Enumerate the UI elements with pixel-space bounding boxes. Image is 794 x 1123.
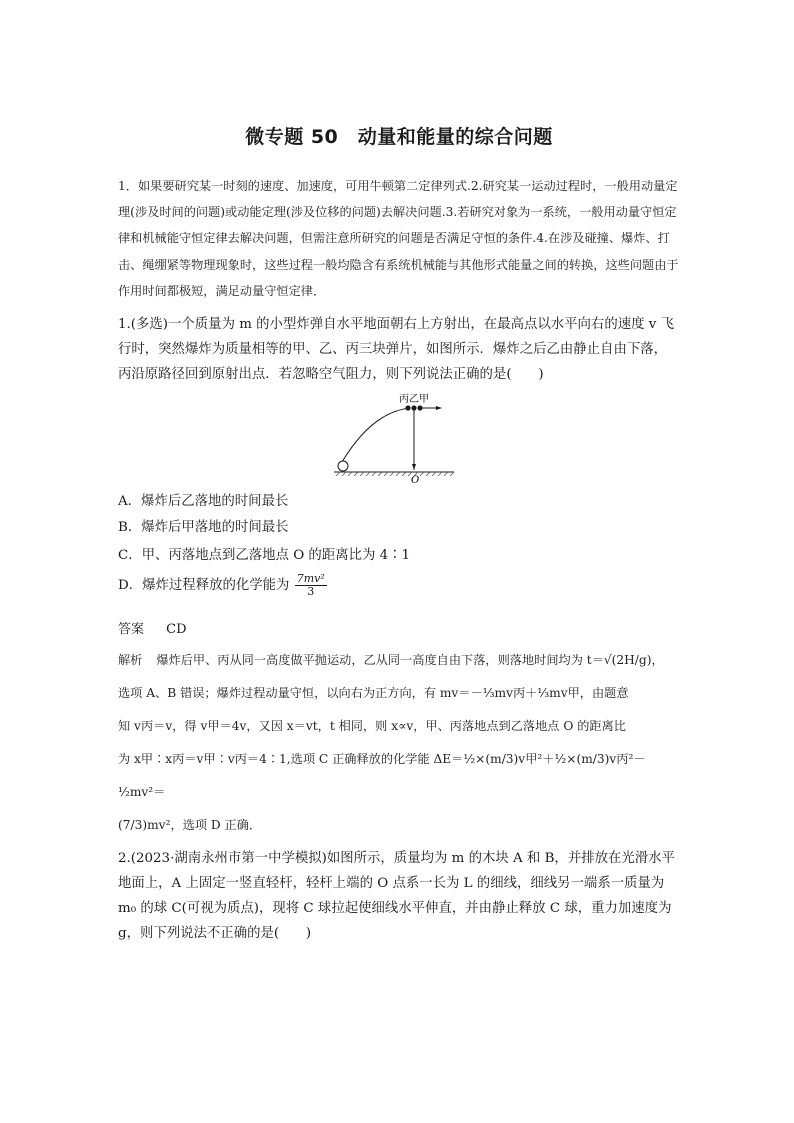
- answer-label: 答案: [118, 622, 145, 637]
- fragment-labels: 丙乙甲: [399, 394, 429, 405]
- origin-label: O: [411, 475, 420, 485]
- velocity-arrow: [436, 406, 442, 410]
- summary-paragraph: 1．如果要研究某一时刻的速度、加速度，可用牛顿第二定律列式.2.研究某一运动过程时，一般用动量定理(涉及时间的问题)或动能定理(涉及位移的问题)去解决问题.3.若研究对象为一系统，一般用动量守恒定律和机械能守恒定律去解决问题，但需注意所研究的问题是否满足守恒的条件.4.在涉及碰撞、爆炸、打击、绳绷紧等物理现象时，这些过程一般均隐含有系统机械能与其他形式能量之间的转换，这些问题由于作用时间都极短，满足动量守恒定律．: [118, 179, 679, 298]
- question-2-stem: 2.(2023·湖南永州市第一中学模拟)如图所示，质量均为 m 的木块 A 和 B，并排放在光滑水平地面上，A 上固定一竖直轻杆，轻杆上端的 O 点系一长为 L 的细线，细线另一端系一质量为 m₀ 的球 C(可视为质点)，现将 C 球拉起使细线水平伸直，并由静止释放 C 球，重力加速度为 g，则下列说法不正确的是( ): [118, 851, 675, 941]
- page-title: 微专题 50 动量和能量的综合问题: [245, 126, 553, 148]
- analysis-label: 解析: [118, 653, 143, 667]
- fraction-numerator: 7mv²: [296, 572, 325, 585]
- option-a: A．爆炸后乙落地的时间最长: [118, 494, 289, 509]
- option-b: B．爆炸后甲落地的时间最长: [118, 520, 289, 535]
- option-d-text: D．爆炸过程释放的化学能为: [118, 578, 290, 593]
- launch-ball: [338, 461, 348, 471]
- fraction-denominator: 3: [307, 585, 315, 598]
- ground-hatch: [336, 472, 454, 476]
- analysis-line-5: (7/3)mv²，选项 D 正确．: [118, 818, 262, 832]
- analysis-block: [118, 644, 680, 842]
- question-1-figure: [332, 390, 456, 485]
- trajectory-curve: [342, 408, 410, 462]
- analysis-line-2: 选项 A、B 错误；爆炸过程动量守恒，以向右为正方向，有 mv＝－⅓mv丙＋⅓mv甲，由题意: [118, 686, 629, 700]
- fragment-bing: [405, 405, 410, 410]
- answer-line: [118, 618, 187, 637]
- analysis-line-3: 知 v丙＝v，得 v甲＝4v，又因 x＝vt，t 相同，则 x∝v，甲、丙落地点到乙落地点 O 的距离比: [118, 719, 626, 733]
- analysis-line-4: 为 x甲∶x丙＝v甲∶v丙＝4∶1,选项 C 正确释放的化学能 ΔE＝½×(m/3)v甲²＋½×(m/3)v丙²－½mv²＝: [118, 752, 646, 799]
- option-d-fraction: [295, 573, 327, 598]
- analysis-line-1: [118, 644, 680, 677]
- question-1-stem: 1.(多选)一个质量为 m 的小型炸弹自水平地面朝右上方射出，在最高点以水平向右的速度 v 飞行时，突然爆炸为质量相等的甲、乙、丙三块弹片，如图所示．爆炸之后乙由静止自由下落，丙沿原路径回到原射出点．若忽略空气阻力，则下列说法正确的是( ): [118, 317, 674, 382]
- answer-value: CD: [166, 622, 187, 637]
- fragment-jia: [417, 405, 422, 410]
- fragment-yi: [411, 405, 416, 410]
- drop-arrow: [412, 464, 416, 470]
- option-d: [118, 573, 328, 598]
- analysis-text-1: 爆炸后甲、丙从同一高度做平抛运动，乙从同一高度自由下落，则落地时间均为 t＝√(2H/g)，: [156, 653, 664, 667]
- option-c: C．甲、丙落地点到乙落地点 O 的距离比为 4∶1: [118, 548, 411, 563]
